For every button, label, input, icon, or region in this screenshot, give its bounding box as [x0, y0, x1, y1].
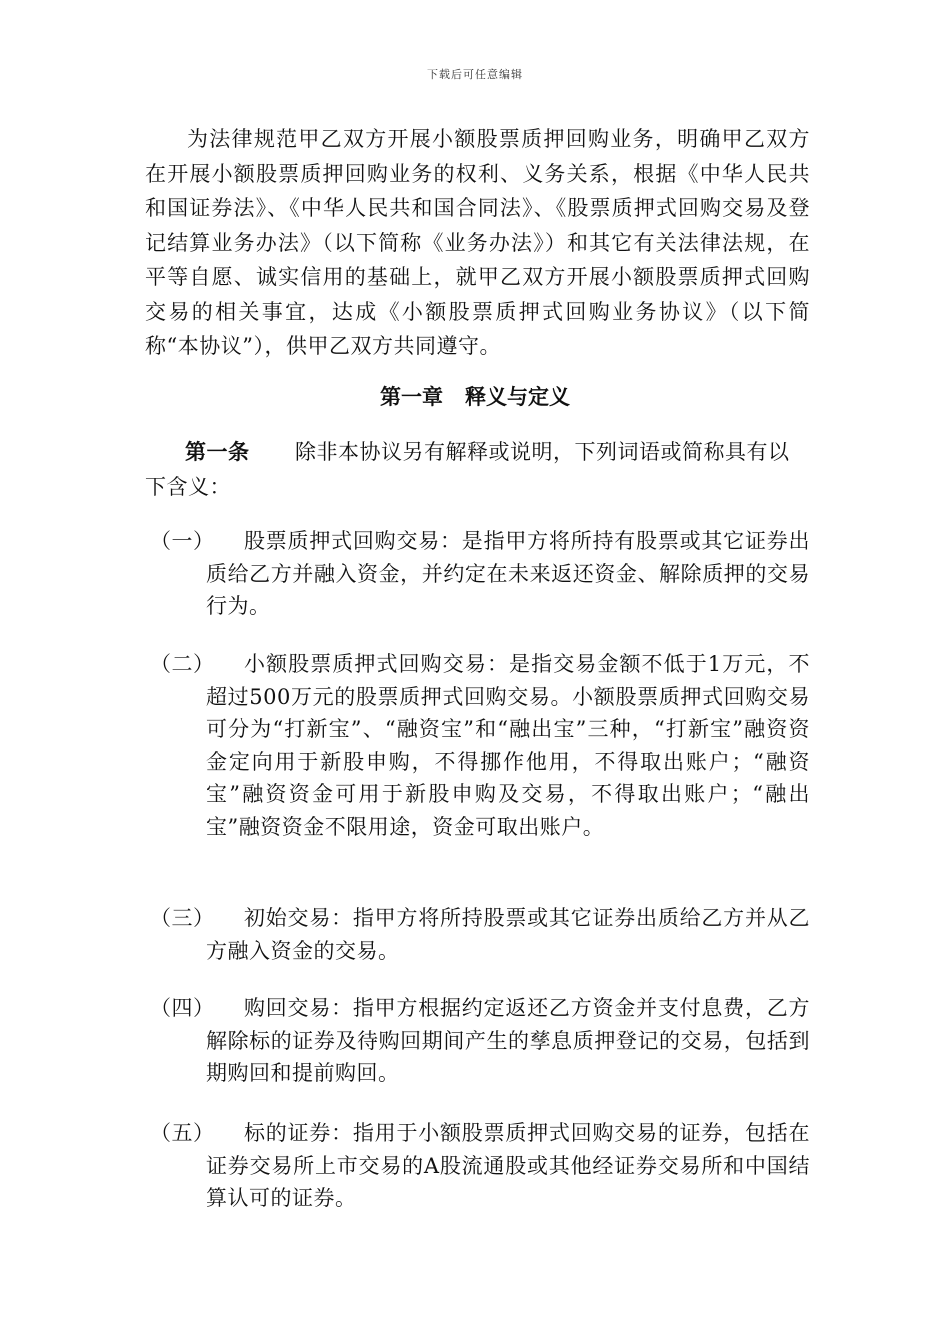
item-number: （五） — [150, 1121, 215, 1145]
item-number: （四） — [150, 996, 215, 1020]
item-text: 标的证券：指用于小额股票质押式回购交易的证券，包括在证券交易所上市交易的A股流通股或其他经证券交易所和中国结算认可的证券。 — [206, 1121, 810, 1210]
chapter-number: 第一章 — [380, 384, 443, 409]
item-text: 购回交易：指甲方根据约定返还乙方资金并支付息费，乙方解除标的证券及待购回期间产生的孳息质押登记的交易，包括到期购回和提前购回。 — [206, 996, 810, 1085]
definition-item — [150, 1117, 810, 1215]
intro-paragraph: 为法律规范甲乙双方开展小额股票质押回购业务，明确甲乙双方在开展小额股票质押回购业务的权利、义务关系，根据《中华人民共和国证券法》、《中华人民共和国合同法》、《股票质押式回购交易及登记结算业务办法》（以下简称《业务办法》）和其它有关法律法规，在平等自愿、诚实信用的基础上，就甲乙双方开展小额股票质押式回购交易的相关事宜，达成《小额股票质押式回购业务协议》（以下简称“本协议”），供甲乙双方共同遵守。 — [145, 127, 810, 358]
item-text: 初始交易：指甲方将所持股票或其它证券出质给乙方并从乙方融入资金的交易。 — [206, 906, 810, 963]
article-text: 除非本协议另有解释或说明，下列词语或简称具有以下含义： — [145, 440, 790, 499]
chapter-title: 释义与定义 — [465, 384, 570, 409]
item-number: （三） — [150, 906, 215, 930]
header-note: 下载后可任意编辑 — [427, 68, 523, 81]
item-number: （二） — [150, 652, 215, 676]
item-number: （一） — [150, 529, 215, 553]
item-text: 股票质押式回购交易：是指甲方将所持有股票或其它证券出质给乙方并融入资金，并约定在未来返还资金、解除质押的交易行为。 — [206, 529, 810, 618]
article-number: 第一条 — [185, 439, 250, 464]
definition-item — [150, 648, 810, 843]
article-1 — [145, 435, 810, 504]
definition-item — [150, 992, 810, 1090]
definition-item — [150, 525, 810, 623]
definition-item — [150, 902, 810, 967]
chapter-heading — [0, 382, 950, 412]
item-text: 小额股票质押式回购交易：是指交易金额不低于1万元，不超过500万元的股票质押式回购交易。小额股票质押式回购交易可分为“打新宝”、“融资宝”和“融出宝”三种，“打新宝”融资资金定向用于新股申购，不得挪作他用，不得取出账户；“融资宝”融资资金可用于新股申购及交易，不得取出账户；“融出宝”融资资金不限用途，资金可取出账户。 — [206, 652, 810, 839]
